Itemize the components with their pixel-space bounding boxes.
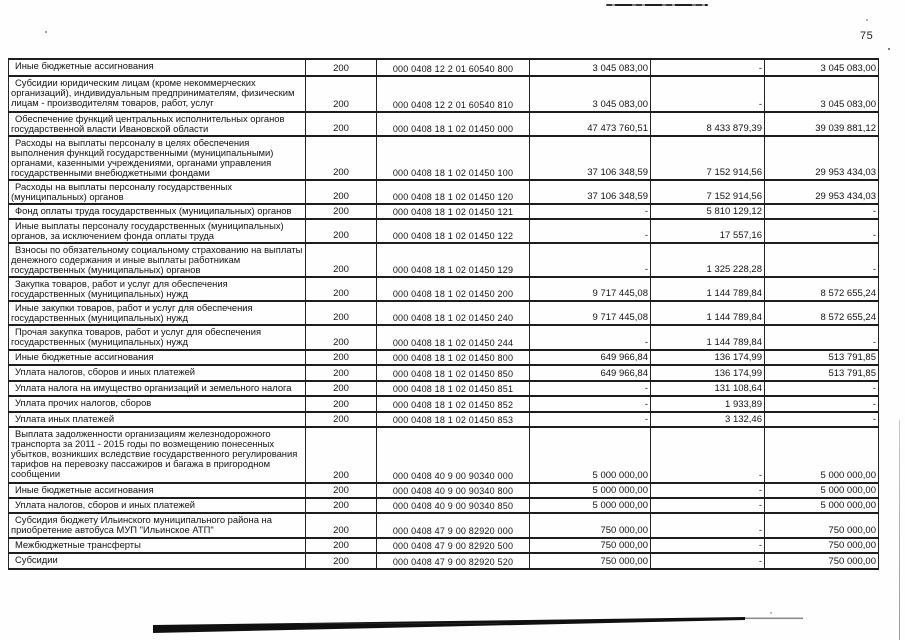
row-label: Иные выплаты персоналу государственных (муниципальных) органов, за исключением фонда оплаты труда	[9, 219, 306, 243]
row-label: Обеспечение функций центральных исполнительных органов государственной власти Ивановской области	[9, 112, 306, 136]
amount-approved: 5 000 000,00	[530, 483, 651, 498]
page-number: 75	[860, 30, 874, 42]
row-label: Выплата задолженности организациям железнодорожного транспорта за 2011 - 2015 годы по возмещению понесенных убытков, возникших вследствие государственного регулирования тарифов на перевозку пассажиров и багажа в пригородном сообщении	[9, 427, 306, 483]
amount-executed: 8 433 879,39	[651, 112, 765, 136]
expense-type-code: 200	[306, 112, 377, 136]
budget-table-body	[9, 59, 879, 569]
row-label: Иные бюджетные ассигнования	[9, 350, 306, 365]
row-label: Расходы на выплаты персоналу в целях обеспечения выполнения функций государственными (муниципальными) органами, казенными учреждениями, органами управления государственными внебюджетными фондами	[9, 136, 306, 180]
expense-type-code: 200	[306, 350, 377, 365]
amount-remaining: 5 000 000,00	[765, 427, 879, 483]
expense-type-code: 200	[306, 243, 377, 277]
amount-remaining: 750 000,00	[765, 513, 879, 538]
amount-approved: 649 966,84	[530, 365, 651, 381]
amount-executed: -	[651, 498, 765, 513]
expense-type-code: 200	[306, 498, 377, 513]
amount-approved: 3 045 083,00	[530, 76, 651, 112]
table-row	[9, 112, 879, 136]
amount-remaining: 8 572 655,24	[765, 277, 879, 301]
budget-classification-code: 000 0408 47 9 00 82920 520	[377, 553, 530, 569]
expense-type-code: 200	[306, 553, 377, 569]
expense-type-code: 200	[306, 136, 377, 180]
budget-classification-code: 000 0408 40 9 00 90340 850	[377, 498, 530, 513]
row-label: Иные бюджетные ассигнования	[9, 483, 306, 498]
expense-type-code: 200	[306, 76, 377, 112]
table-row	[9, 513, 879, 538]
budget-classification-code: 000 0408 18 1 02 01450 129	[377, 243, 530, 277]
amount-approved: 37 106 348,59	[530, 136, 651, 180]
amount-remaining: -	[765, 204, 879, 219]
row-label: Субсидия бюджету Ильинского муниципального района на приобретение автобуса МУП "Ильинское АТП"	[9, 513, 306, 538]
budget-classification-code: 000 0408 18 1 02 01450 800	[377, 350, 530, 365]
table-row	[9, 381, 879, 396]
scan-artifact-top-line	[606, 4, 708, 6]
row-label: Иные бюджетные ассигнования	[9, 59, 306, 76]
amount-approved: 750 000,00	[530, 553, 651, 569]
row-label: Прочая закупка товаров, работ и услуг для обеспечения государственных (муниципальных) нужд	[9, 325, 306, 350]
amount-executed: -	[651, 483, 765, 498]
budget-classification-code: 000 0408 18 1 02 01450 122	[377, 219, 530, 243]
amount-executed: -	[651, 76, 765, 112]
table-row	[9, 219, 879, 243]
expense-type-code: 200	[306, 483, 377, 498]
budget-classification-code: 000 0408 18 1 02 01450 121	[377, 204, 530, 219]
amount-remaining: 39 039 881,12	[765, 112, 879, 136]
scan-speck	[866, 19, 868, 21]
table-row	[9, 243, 879, 277]
table-row	[9, 396, 879, 412]
expense-type-code: 200	[306, 277, 377, 301]
amount-approved: 37 106 348,59	[530, 180, 651, 204]
amount-approved: 3 045 083,00	[530, 59, 651, 76]
amount-executed: -	[651, 538, 765, 553]
scan-speck	[888, 48, 890, 50]
table-row	[9, 136, 879, 180]
table-row	[9, 365, 879, 381]
budget-expense-table	[8, 58, 879, 570]
table-row	[9, 301, 879, 325]
amount-remaining: -	[765, 219, 879, 243]
amount-approved: 9 717 445,08	[530, 277, 651, 301]
expense-type-code: 200	[306, 396, 377, 412]
row-label: Уплата иных платежей	[9, 412, 306, 427]
table-row	[9, 427, 879, 483]
expense-type-code: 200	[306, 412, 377, 427]
row-label: Уплата налога на имущество организаций и земельного налога	[9, 381, 306, 396]
amount-executed: 136 174,99	[651, 365, 765, 381]
table-row	[9, 498, 879, 513]
amount-executed: 5 810 129,12	[651, 204, 765, 219]
amount-remaining: 5 000 000,00	[765, 483, 879, 498]
expense-type-code: 200	[306, 59, 377, 76]
amount-remaining: 5 000 000,00	[765, 498, 879, 513]
amount-approved: 649 966,84	[530, 350, 651, 365]
budget-classification-code: 000 0408 18 1 02 01450 240	[377, 301, 530, 325]
amount-executed: 1 144 789,84	[651, 325, 765, 350]
row-label: Фонд оплаты труда государственных (муниципальных) органов	[9, 204, 306, 219]
amount-approved: -	[530, 396, 651, 412]
amount-approved: 5 000 000,00	[530, 498, 651, 513]
amount-executed: -	[651, 513, 765, 538]
budget-classification-code: 000 0408 12 2 01 60540 810	[377, 76, 530, 112]
budget-classification-code: 000 0408 18 1 02 01450 852	[377, 396, 530, 412]
budget-classification-code: 000 0408 40 9 00 90340 000	[377, 427, 530, 483]
amount-approved: 9 717 445,08	[530, 301, 651, 325]
table-row	[9, 483, 879, 498]
row-label: Иные закупки товаров, работ и услуг для обеспечения государственных (муниципальных) нужд	[9, 301, 306, 325]
table-row	[9, 76, 879, 112]
budget-classification-code: 000 0408 18 1 02 01450 120	[377, 180, 530, 204]
amount-executed: -	[651, 59, 765, 76]
budget-classification-code: 000 0408 47 9 00 82920 500	[377, 538, 530, 553]
scan-artifact-bottom-bar	[0, 612, 905, 640]
expense-type-code: 200	[306, 427, 377, 483]
expense-type-code: 200	[306, 301, 377, 325]
budget-classification-code: 000 0408 18 1 02 01450 244	[377, 325, 530, 350]
table-row	[9, 277, 879, 301]
expense-type-code: 200	[306, 219, 377, 243]
row-label: Уплата прочих налогов, сборов	[9, 396, 306, 412]
budget-classification-code: 000 0408 18 1 02 01450 850	[377, 365, 530, 381]
amount-approved: -	[530, 204, 651, 219]
amount-approved: 5 000 000,00	[530, 427, 651, 483]
amount-approved: 750 000,00	[530, 538, 651, 553]
amount-executed: -	[651, 427, 765, 483]
budget-classification-code: 000 0408 12 2 01 60540 800	[377, 59, 530, 76]
amount-remaining: 29 953 434,03	[765, 136, 879, 180]
budget-classification-code: 000 0408 18 1 02 01450 100	[377, 136, 530, 180]
table-row	[9, 412, 879, 427]
amount-remaining: -	[765, 412, 879, 427]
amount-approved: -	[530, 219, 651, 243]
amount-executed: 136 174,99	[651, 350, 765, 365]
expense-type-code: 200	[306, 513, 377, 538]
row-label: Субсидии юридическим лицам (кроме некоммерческих организаций), индивидуальным предпринимателям, физическим лицам - производителям товаров, работ, услуг	[9, 76, 306, 112]
amount-remaining: 750 000,00	[765, 553, 879, 569]
scan-speck	[45, 31, 47, 33]
amount-executed: 1 933,89	[651, 396, 765, 412]
amount-executed: 17 557,16	[651, 219, 765, 243]
row-label: Взносы по обязательному социальному страхованию на выплаты денежного содержания и иные выплаты работникам государственных (муниципальных) органов	[9, 243, 306, 277]
table-row	[9, 325, 879, 350]
amount-approved: 750 000,00	[530, 513, 651, 538]
scan-artifact-page-edge	[899, 420, 900, 640]
row-label: Закупка товаров, работ и услуг для обеспечения государственных (муниципальных) нужд	[9, 277, 306, 301]
amount-approved: -	[530, 325, 651, 350]
row-label: Уплата налогов, сборов и иных платежей	[9, 498, 306, 513]
row-label: Субсидии	[9, 553, 306, 569]
amount-remaining: 513 791,85	[765, 365, 879, 381]
amount-executed: 7 152 914,56	[651, 136, 765, 180]
table-row	[9, 59, 879, 76]
amount-executed: 1 144 789,84	[651, 301, 765, 325]
amount-executed: 3 132,46	[651, 412, 765, 427]
row-label: Межбюджетные трансферты	[9, 538, 306, 553]
budget-classification-code: 000 0408 47 9 00 82920 000	[377, 513, 530, 538]
amount-remaining: -	[765, 381, 879, 396]
budget-classification-code: 000 0408 18 1 02 01450 851	[377, 381, 530, 396]
expense-type-code: 200	[306, 180, 377, 204]
amount-executed: -	[651, 553, 765, 569]
amount-remaining: 3 045 083,00	[765, 59, 879, 76]
amount-executed: 1 144 789,84	[651, 277, 765, 301]
table-row	[9, 350, 879, 365]
table-row	[9, 553, 879, 569]
amount-remaining: 513 791,85	[765, 350, 879, 365]
amount-approved: -	[530, 412, 651, 427]
amount-remaining: 750 000,00	[765, 538, 879, 553]
table-row	[9, 538, 879, 553]
table-row	[9, 204, 879, 219]
budget-classification-code: 000 0408 18 1 02 01450 200	[377, 277, 530, 301]
amount-approved: -	[530, 243, 651, 277]
table-row	[9, 180, 879, 204]
expense-type-code: 200	[306, 325, 377, 350]
budget-classification-code: 000 0408 40 9 00 90340 800	[377, 483, 530, 498]
expense-type-code: 200	[306, 365, 377, 381]
amount-approved: -	[530, 381, 651, 396]
amount-executed: 7 152 914,56	[651, 180, 765, 204]
budget-classification-code: 000 0408 18 1 02 01450 853	[377, 412, 530, 427]
expense-type-code: 200	[306, 538, 377, 553]
amount-remaining: -	[765, 325, 879, 350]
expense-type-code: 200	[306, 204, 377, 219]
amount-remaining: 8 572 655,24	[765, 301, 879, 325]
amount-executed: 1 325 228,28	[651, 243, 765, 277]
amount-executed: 131 108,64	[651, 381, 765, 396]
amount-approved: 47 473 760,51	[530, 112, 651, 136]
amount-remaining: 3 045 083,00	[765, 76, 879, 112]
row-label: Расходы на выплаты персоналу государственных (муниципальных) органов	[9, 180, 306, 204]
amount-remaining: -	[765, 396, 879, 412]
amount-remaining: -	[765, 243, 879, 277]
budget-classification-code: 000 0408 18 1 02 01450 000	[377, 112, 530, 136]
row-label: Уплата налогов, сборов и иных платежей	[9, 365, 306, 381]
expense-type-code: 200	[306, 381, 377, 396]
amount-remaining: 29 953 434,03	[765, 180, 879, 204]
